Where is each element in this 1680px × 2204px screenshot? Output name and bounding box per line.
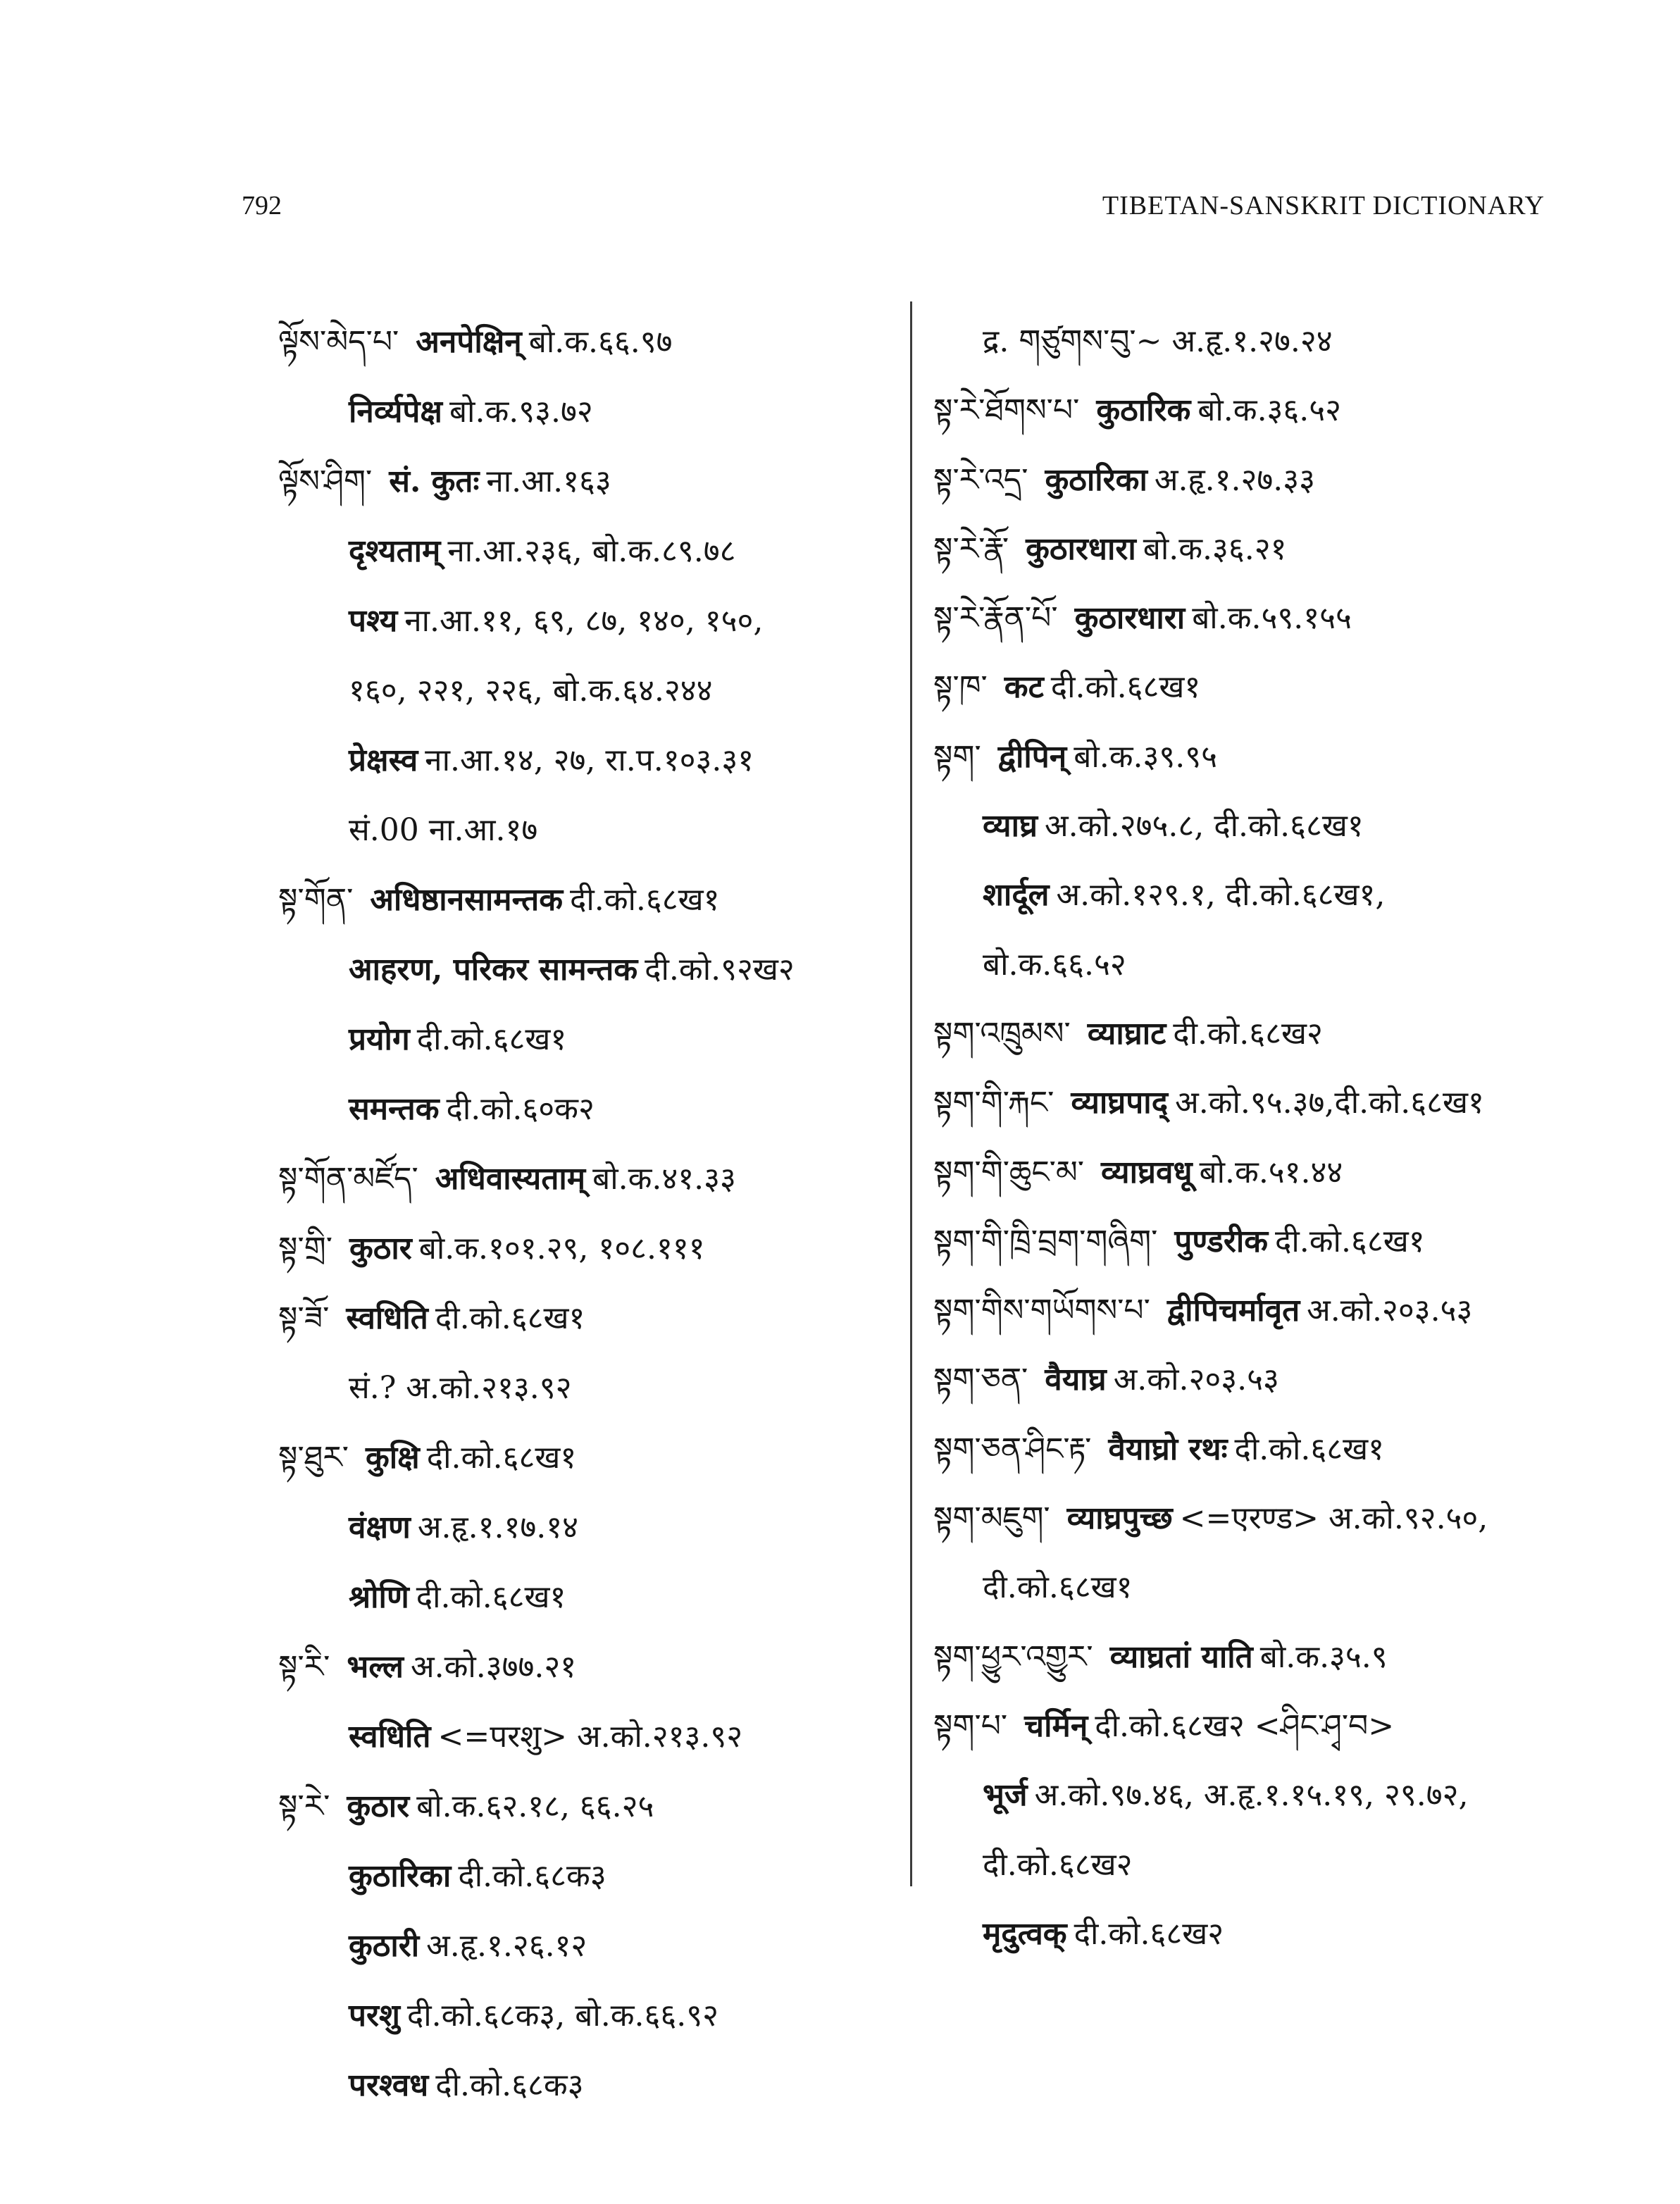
entry-line <box>933 1831 1567 1900</box>
sanskrit-term: कुठारिक <box>1096 392 1191 429</box>
tibetan-headword: སྟ་རེ་རྣོན་པོ་ <box>933 600 1058 637</box>
sanskrit-term: द्वीपिचर्मावृत <box>1166 1293 1300 1329</box>
tibetan-headword: སྟག་ཕྱུར་འགྱུར་ <box>933 1638 1093 1675</box>
source-reference: दी.को.६८ख१ <box>983 1569 1133 1606</box>
entry-line <box>278 516 891 586</box>
source-reference: दी.को.६८ख१ <box>1234 1431 1385 1467</box>
entry-line <box>933 723 1567 792</box>
source-reference: अ.को.३७७.२१ <box>411 1649 577 1685</box>
entry-line <box>933 1000 1567 1069</box>
entry-line <box>278 1004 891 1074</box>
sanskrit-term: श्रोणि <box>349 1579 409 1615</box>
tibetan-headword: སྟ་གོན་མཛོད་ <box>278 1161 418 1197</box>
sanskrit-term: कुठारधारा <box>1026 530 1136 567</box>
entry-line <box>933 1415 1567 1484</box>
source-reference: दी.को.६८क३ <box>458 1858 606 1894</box>
entry-line <box>278 1562 891 1632</box>
sanskrit-term: कुठार <box>347 1788 410 1824</box>
sanskrit-term: सं. कुतः <box>389 463 480 499</box>
sanskrit-term: वैयाघ्र <box>1045 1362 1107 1398</box>
tibetan-headword: སྟ་རེ་ཐོགས་པ་ <box>933 392 1080 429</box>
tibetan-headword: སྟ་ཟོ་ <box>278 1300 330 1336</box>
source-reference: दी.को.६८क३, बो.क.६६.९२ <box>406 1998 719 2034</box>
source-reference: बो.क.१०१.२९, १०८.१११ <box>418 1231 705 1266</box>
entry-line <box>278 1353 891 1423</box>
sanskrit-term: कुठार <box>349 1231 412 1266</box>
source-reference: बो.क.३६.२१ <box>1143 530 1287 567</box>
source-reference: अ.को.२०३.५३ <box>1307 1293 1473 1329</box>
entry-line <box>933 584 1567 653</box>
source-reference: ना.आ.१४, २७, रा.प.१०३.३१ <box>425 742 754 778</box>
source-reference: अ.हृ.१.२६.१२ <box>426 1928 587 1964</box>
entry-line <box>933 1207 1567 1276</box>
entry-line <box>933 1623 1567 1692</box>
sanskrit-term: भूर्ज <box>983 1777 1028 1814</box>
entry-line <box>933 1138 1567 1207</box>
entry-line <box>278 447 891 516</box>
tibetan-headword: སྟག་གི་ཁྲི་བྲག་གཞིག་ <box>933 1223 1158 1259</box>
entry-line <box>933 1761 1567 1830</box>
entry-line <box>278 377 891 447</box>
entry-line <box>278 1632 891 1702</box>
tibetan-headword: སྟ་རེ་འདྲ་ <box>933 461 1028 498</box>
tibetan-headword: སྟག་འཁྲུམས་ <box>933 1015 1071 1052</box>
tibetan-headword: ལྟོས་མེད་པ་ <box>278 324 399 360</box>
tibetan-headword: སྟ་ཐུར་ <box>278 1440 349 1476</box>
tibetan-headword: སྟ་རེ་རྣོ་ <box>933 530 1009 567</box>
entry-line <box>933 1069 1567 1138</box>
sanskrit-term: निर्व्यपेक्ष <box>349 394 442 430</box>
sanskrit-term: स्वधिति <box>349 1719 431 1755</box>
source-reference: दी.को.९२ख२ <box>645 952 795 988</box>
source-reference: दी.को.६८ख१ <box>1275 1223 1425 1259</box>
entry-line <box>278 1702 891 1772</box>
sanskrit-term: व्याघ्रवधू <box>1101 1154 1193 1190</box>
tibetan-headword: སྟག་པ་ <box>933 1707 1008 1744</box>
sanskrit-term: प्रयोग <box>349 1021 410 1057</box>
entry-line <box>933 1553 1567 1622</box>
entry-line <box>278 1841 891 1911</box>
source-reference: दी.को.६८ख१ <box>426 1440 577 1476</box>
source-reference: दी.को.६०क२ <box>446 1091 595 1127</box>
entry-line <box>278 1074 891 1144</box>
right-column <box>933 307 1567 1969</box>
source-reference: द्र. གཙུགས་བུ་~ अ.हृ.१.२७.२४ <box>983 323 1333 359</box>
entry-line <box>278 1144 891 1214</box>
entry-line <box>278 1493 891 1562</box>
sanskrit-term: कुठारिका <box>1045 461 1147 498</box>
sanskrit-term: कुठारी <box>349 1928 420 1964</box>
sanskrit-term: चर्मिन् <box>1024 1707 1088 1744</box>
tibetan-headword: སྟ་རི་ <box>278 1649 330 1685</box>
entry-line <box>278 586 891 656</box>
source-reference: दी.को.६८ख२ <box>1074 1915 1224 1952</box>
entry-line <box>933 1276 1567 1345</box>
sanskrit-term: व्याघ्रपुच्छ <box>1066 1500 1173 1537</box>
sanskrit-term: पश्य <box>349 603 398 639</box>
sanskrit-term: कुठारधारा <box>1074 600 1186 637</box>
entry-line <box>933 861 1567 930</box>
entry-line <box>278 1283 891 1353</box>
entry-line <box>278 795 891 865</box>
tibetan-headword: སྟ་གྲི་ <box>278 1231 332 1266</box>
sanskrit-term: कुक्षि <box>365 1440 420 1476</box>
source-reference: अ.को.२७५.८, दी.को.६८ख१ <box>1044 808 1364 845</box>
source-reference: १६०, २२१, २२६, बो.क.६४.२४४ <box>349 673 713 709</box>
sanskrit-term: कट <box>1004 669 1044 706</box>
entry-line <box>933 446 1567 515</box>
source-reference: अ.को.९७.४६, अ.हृ.१.१५.१९, २९.७२, <box>1034 1777 1469 1814</box>
source-reference: बो.क.९३.७२ <box>449 394 593 430</box>
entry-line <box>278 1981 891 2050</box>
tibetan-headword: སྟག་གི་རྐང་ <box>933 1085 1054 1121</box>
sanskrit-term: प्रेक्षस्व <box>349 742 418 778</box>
tibetan-headword: སྟག་ཅན་ <box>933 1362 1028 1398</box>
sanskrit-term: व्याघ्र <box>983 808 1038 845</box>
sanskrit-term: अधिवास्यताम् <box>435 1161 586 1197</box>
source-reference: ना.आ.२३६, बो.क.८९.७८ <box>447 533 736 569</box>
tibetan-headword: སྟག་གི་ཆུང་མ་ <box>933 1154 1085 1190</box>
source-reference: दी.को.६८ख१ <box>435 1300 585 1336</box>
tibetan-headword: ལྟོས་ཤིག་ <box>278 463 373 499</box>
source-reference: बो.क.५१.४४ <box>1199 1154 1343 1190</box>
entry-line <box>278 865 891 935</box>
source-reference: बो.क.५९.१५५ <box>1192 600 1352 637</box>
sanskrit-term: वैयाघ्रो रथः <box>1108 1431 1228 1467</box>
sanskrit-term: आहरण, परिकर सामन्तक <box>349 952 638 988</box>
source-reference: बो.क.६२.१८, ६६.२५ <box>416 1788 654 1824</box>
sanskrit-term: शार्दूल <box>983 877 1050 914</box>
source-reference: ना.आ.११, ६९, ८७, १४०, १५०, <box>404 603 764 639</box>
entry-line <box>933 1484 1567 1553</box>
entry-line <box>933 1900 1567 1969</box>
sanskrit-term: मृदुत्वक् <box>983 1915 1067 1952</box>
source-reference: सं.? अ.को.२१३.९२ <box>349 1370 572 1406</box>
source-reference: दी.को.६८ख१ <box>416 1021 567 1057</box>
sanskrit-term: व्याघ्राट <box>1087 1015 1166 1052</box>
sanskrit-term: परशु <box>349 1998 400 2034</box>
running-head: TIBETAN-SANSKRIT DICTIONARY <box>1102 191 1545 220</box>
sanskrit-term: स्वधिति <box>346 1300 428 1336</box>
sanskrit-term: कुठारिका <box>349 1858 452 1894</box>
tibetan-headword: སྟ་རེ་ <box>278 1788 330 1824</box>
entry-line <box>278 2050 891 2120</box>
tibetan-headword: སྟ་གོན་ <box>278 882 354 918</box>
source-reference: ना.आ.१६३ <box>486 463 611 499</box>
source-reference: बो.क.४१.३३ <box>592 1161 736 1197</box>
source-reference: अ.को.१२९.१, दी.को.६८ख१, <box>1056 877 1386 914</box>
source-reference: दी.को.६८ख२ <ཤིང་ཤྭ་བ> <box>1095 1707 1395 1744</box>
source-reference: <=एरण्ड> अ.को.९२.५०, <box>1179 1500 1488 1537</box>
source-reference: बो.क.६६.५२ <box>983 946 1126 983</box>
entry-line <box>933 376 1567 445</box>
sanskrit-term: दृश्यताम् <box>349 533 441 569</box>
tibetan-headword: སྟ་ཁ་ <box>933 669 988 706</box>
entry-line <box>278 307 891 377</box>
source-reference: <=परशु> अ.को.२१३.९२ <box>437 1719 743 1755</box>
source-reference: अ.हृ.१.१७.१४ <box>417 1509 578 1545</box>
source-reference: दी.को.६८ख२ <box>983 1846 1133 1883</box>
entry-line <box>933 515 1567 584</box>
source-reference: दी.को.६८ख१ <box>416 1579 566 1615</box>
tibetan-headword: སྟག་ཅན་ཤིང་རྟ་ <box>933 1431 1092 1467</box>
page-number: 792 <box>242 191 282 220</box>
source-reference: बो.क.३६.५२ <box>1197 392 1342 429</box>
entry-line <box>933 653 1567 722</box>
source-reference: अ.हृ.१.२७.३३ <box>1154 461 1316 498</box>
sanskrit-term: व्याघ्रतां याति <box>1109 1638 1253 1675</box>
entry-line <box>933 1345 1567 1414</box>
column-divider <box>910 301 912 1886</box>
entry-line <box>278 935 891 1004</box>
source-reference: सं.00 ना.आ.१७ <box>349 812 538 848</box>
tibetan-headword: སྟག་ <box>933 738 981 775</box>
source-reference: दी.को.६८ख१ <box>570 882 720 918</box>
entry-line <box>933 792 1567 861</box>
entry-line <box>278 656 891 726</box>
source-reference: दी.को.६८क३ <box>435 2067 584 2103</box>
entry-line <box>278 1423 891 1493</box>
sanskrit-term: व्याघ्रपाद् <box>1071 1085 1169 1121</box>
sanskrit-term: अधिष्ठानसामन्तक <box>370 882 563 918</box>
entry-line <box>933 307 1567 376</box>
entry-line <box>933 1692 1567 1761</box>
tibetan-headword: སྟག་མཇུག་ <box>933 1500 1050 1537</box>
sanskrit-term: अनपेक्षिन् <box>416 324 522 360</box>
sanskrit-term: पुण्डरीक <box>1174 1223 1269 1259</box>
left-column <box>278 307 891 2120</box>
sanskrit-term: परश्वध <box>349 2067 429 2103</box>
sanskrit-term: द्वीपिन् <box>997 738 1067 775</box>
source-reference: अ.को.२०३.५३ <box>1113 1362 1279 1398</box>
source-reference: बो.क.६६.९७ <box>528 324 673 360</box>
entry-line <box>278 726 891 795</box>
sanskrit-term: समन्तक <box>349 1091 440 1127</box>
sanskrit-term: वंक्षण <box>349 1509 411 1545</box>
source-reference: बो.क.३५.९ <box>1259 1638 1388 1675</box>
entry-line <box>933 930 1567 1000</box>
source-reference: दी.को.६८ख१ <box>1050 669 1201 706</box>
entry-line <box>278 1911 891 1981</box>
entry-line <box>278 1772 891 1841</box>
source-reference: दी.को.६८ख२ <box>1173 1015 1323 1052</box>
source-reference: अ.को.९५.३७,दी.को.६८ख१ <box>1175 1085 1484 1121</box>
sanskrit-term: भल्ल <box>347 1649 404 1685</box>
source-reference: बो.क.३९.९५ <box>1074 738 1218 775</box>
entry-line <box>278 1214 891 1283</box>
tibetan-headword: སྟག་གིས་གཡོགས་པ་ <box>933 1293 1150 1329</box>
